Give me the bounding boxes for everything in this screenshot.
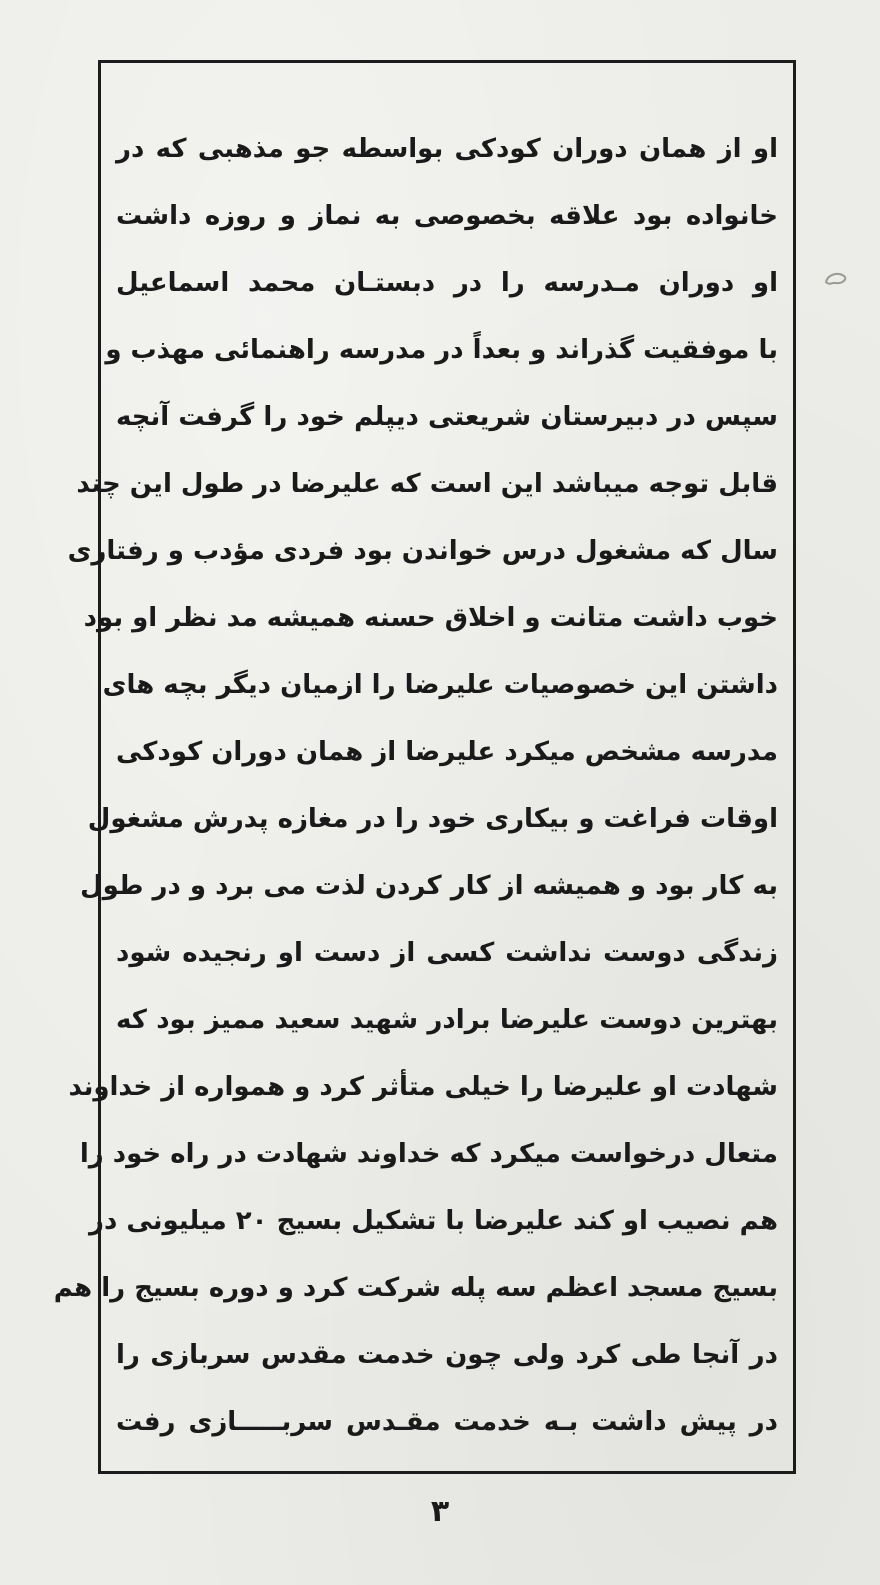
text-line: شهادت او علیرضا را خیلی متأثر کرد و همواره از خداوند [68,1072,778,1102]
text-line: متعال درخواست میکرد که خداوند شهادت در راه خود را [79,1139,778,1169]
text-line: در آنجا طی کرد ولی چون خدمت مقدس سربازی را [116,1340,778,1370]
text-line: زندگی دوست نداشت کسی از دست او رنجیده شود [116,938,778,968]
text-line: بهترین دوست علیرضا برادر شهید سعید ممیز بود که [116,1005,778,1035]
text-line: سپس در دبیرستان شریعتی دیپلم خود را گرفت آنچه [116,402,778,432]
text-line: با موفقیت گذراند و بعداً در مدرسه راهنمائی مهذب و [105,335,778,365]
text-line: خوب داشت متانت و اخلاق حسنه همیشه مد نظر او بود [83,603,778,633]
text-line: خانواده بود علاقه بخصوصی به نماز و روزه داشت [116,201,778,231]
text-line: در پیش داشت بـه خدمت مقـدس سربـــــازی رفت [116,1407,778,1437]
text-line: بسیج مسجد اعظم سه پله شرکت کرد و دوره بسیج را هم [53,1273,778,1303]
text-line: او دوران مـدرسه را در دبستـان محمد اسماعیل [116,268,778,298]
page-number: ۳ [430,1494,450,1529]
text-line: اوقات فراغت و بیکاری خود را در مغازه پدرش مشغول [87,804,778,834]
text-line: قابل توجه میباشد این است که علیرضا در طول این چند [76,469,778,499]
text-line: هم نصیب او کند علیرضا با تشکیل بسیج ۲۰ میلیونی در [89,1206,778,1236]
text-line: داشتن این خصوصیات علیرضا را ازمیان دیگر بچه های [102,670,778,700]
text-line: سال که مشغول درس خواندن بود فردی مؤدب و رفتاری [67,536,778,566]
ink-smudge-icon [822,270,852,290]
text-line: او از همان دوران کودکی بواسطه جو مذهبی که در [116,134,778,164]
text-line: مدرسه مشخص میکرد علیرضا از همان دوران کودکی [116,737,778,767]
text-line: به کار بود و همیشه از کار کردن لذت می برد و در طول [80,871,778,901]
body-text [53,116,778,1456]
